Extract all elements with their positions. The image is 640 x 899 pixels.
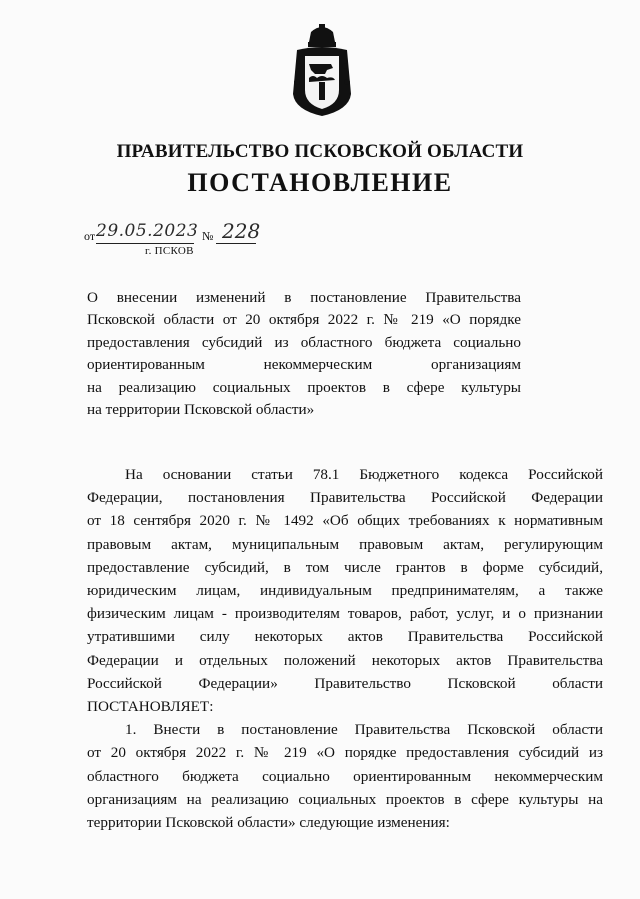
document-body: [87, 463, 603, 834]
title-line: на территории Псковской области»: [87, 401, 315, 419]
title-line: ориентированным некоммерческим организациям: [87, 356, 521, 374]
body-line: Федерации, постановления Правительства Российской Федерации: [87, 489, 603, 507]
body-line: областного бюджета социально ориентированным некоммерческим: [87, 767, 603, 785]
body-line: Российской Федерации» Правительство Псковской области: [87, 674, 603, 692]
handwritten-number: 228: [222, 219, 261, 243]
body-line: организациям на реализацию социальных проектов в сфере культуры на: [87, 790, 603, 808]
body-line: предоставление субсидий, в том числе грантов в форме субсидий,: [87, 558, 603, 576]
body-line: правовым актам, муниципальным правовым актам, регулирующим: [87, 535, 603, 553]
handwritten-date: 29.05.2023: [96, 221, 199, 241]
body-line: от 18 сентября 2020 г. № 1492 «Об общих требованиях к нормативным: [87, 512, 603, 530]
number-prefix: №: [202, 229, 214, 243]
body-line: 1. Внести в постановление Правительства Псковской области: [125, 721, 603, 739]
title-line: О внесении изменений в постановление Правительства: [87, 289, 521, 306]
body-line: от 20 октября 2022 г. № 219 «О порядке предоставления субсидий из: [87, 744, 603, 762]
title-line: на реализацию социальных проектов в сфере культуры: [87, 378, 521, 396]
city: г. ПСКОВ: [145, 245, 194, 257]
body-line: На основании статьи 78.1 Бюджетного кодекса Российской: [125, 466, 603, 483]
pskov-coat-of-arms-icon: [289, 24, 355, 118]
body-line: Федерации и отдельных положений некоторых актов Правительства: [87, 651, 603, 669]
date-underline: [96, 243, 194, 244]
document-title: [87, 287, 521, 421]
body-line: ПОСТАНОВЛЯЕТ:: [87, 698, 214, 716]
title-line: предоставления субсидий из областного бюджета социально: [87, 333, 521, 351]
body-line: утратившими силу некоторых актов Правительства Российской: [87, 628, 603, 646]
title-line: Псковской области от 20 октября 2022 г. № 219 «О порядке: [87, 311, 521, 329]
body-line: территории Псковской области» следующие изменения:: [87, 814, 450, 832]
registration-block: [84, 221, 304, 265]
body-line: юридическим лицам, индивидуальным предпринимателям, а также: [87, 582, 603, 600]
number-underline: [216, 243, 256, 244]
document-type: ПОСТАНОВЛЕНИЕ: [187, 168, 453, 197]
organization-name: ПРАВИТЕЛЬСТВО ПСКОВСКОЙ ОБЛАСТИ: [116, 141, 524, 162]
date-prefix: от: [84, 229, 96, 243]
body-line: физическим лицам - производителям товаров, работ, услуг, и о признании: [87, 605, 603, 623]
